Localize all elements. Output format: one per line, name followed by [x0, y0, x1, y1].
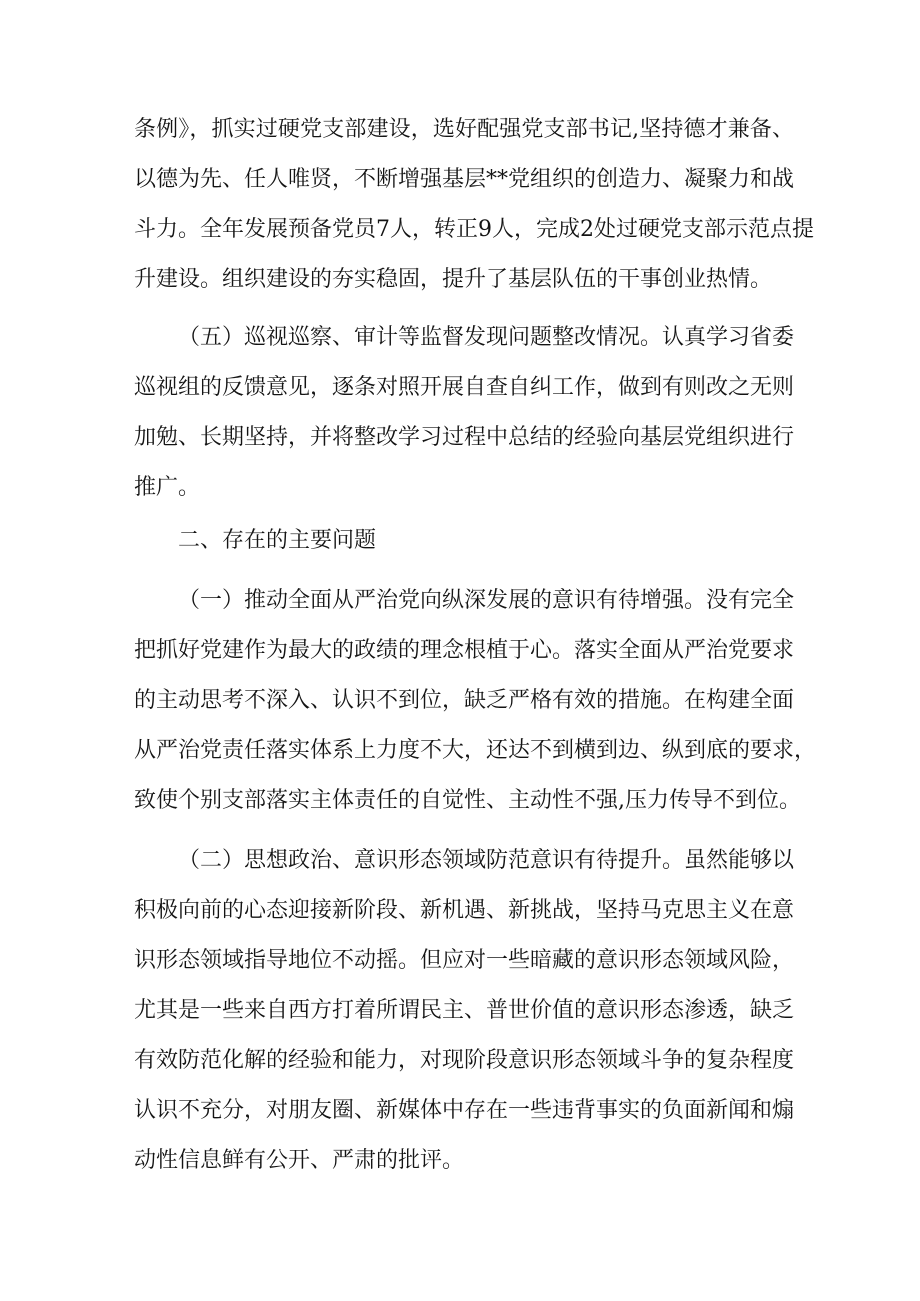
- text-line: 尤其是一些来自西方打着所谓民主、普世价值的意识形态渗透，缺乏: [134, 998, 795, 1023]
- text-line: 以德为先、任人唯贤，不断增强基层**党组织的创造力、凝聚力和战: [134, 167, 795, 192]
- text-line: 推广。: [134, 475, 201, 500]
- text-line: 升建设。组织建设的夯实稳固，提升了基层队伍的干事创业热情。: [134, 267, 773, 292]
- text-line: 的主动思考不深入、认识不到位，缺乏严格有效的措施。在构建全面: [134, 688, 795, 713]
- text-line: 从严治党责任落实体系上力度不大，还达不到横到边、纵到底的要求，: [134, 738, 817, 763]
- paragraph-inspection-rectification: [134, 313, 794, 513]
- section-heading-text: 二、存在的主要问题: [178, 528, 377, 553]
- text-line: （五）巡视巡察、审计等监督发现问题整改情况。认真学习省委: [178, 325, 795, 350]
- text-line: 识形态领域指导地位不动摇。但应对一些暗藏的意识形态领域风险，: [134, 948, 795, 973]
- paragraph-problem-two: [134, 836, 794, 1186]
- text-line: 有效防范化解的经验和能力，对现阶段意识形态领域斗争的复杂程度: [134, 1048, 795, 1073]
- text-line: 斗力。全年发展预备党员7人，转正9人，完成2处过硬党支部示范点提: [134, 217, 814, 242]
- text-line: （一）推动全面从严治党向纵深发展的意识有待增强。没有完全: [178, 588, 795, 613]
- text-line: 条例》，抓实过硬党支部建设，选好配强党支部书记,坚持德才兼备、: [134, 117, 794, 142]
- text-line: 把抓好党建作为最大的政绩的理念根植于心。落实全面从严治党要求: [134, 638, 795, 663]
- paragraph-org-building: [134, 105, 814, 305]
- text-line: 积极向前的心态迎接新阶段、新机遇、新挑战，坚持马克思主义在意: [134, 898, 795, 923]
- text-line: 认识不充分，对朋友圈、新媒体中存在一些违背事实的负面新闻和煽: [134, 1098, 795, 1123]
- text-line: 动性信息鲜有公开、严肃的批评。: [134, 1148, 465, 1173]
- text-line: 加勉、长期坚持，并将整改学习过程中总结的经验向基层党组织进行: [134, 425, 795, 450]
- paragraph-problem-one: [134, 576, 817, 826]
- section-heading: [134, 516, 794, 566]
- text-line: （二）思想政治、意识形态领域防范意识有待提升。虽然能够以: [178, 848, 795, 873]
- text-line: 巡视组的反馈意见，逐条对照开展自查自纠工作，做到有则改之无则: [134, 375, 795, 400]
- text-line: 致使个别支部落实主体责任的自觉性、主动性不强,压力传导不到位。: [134, 788, 801, 813]
